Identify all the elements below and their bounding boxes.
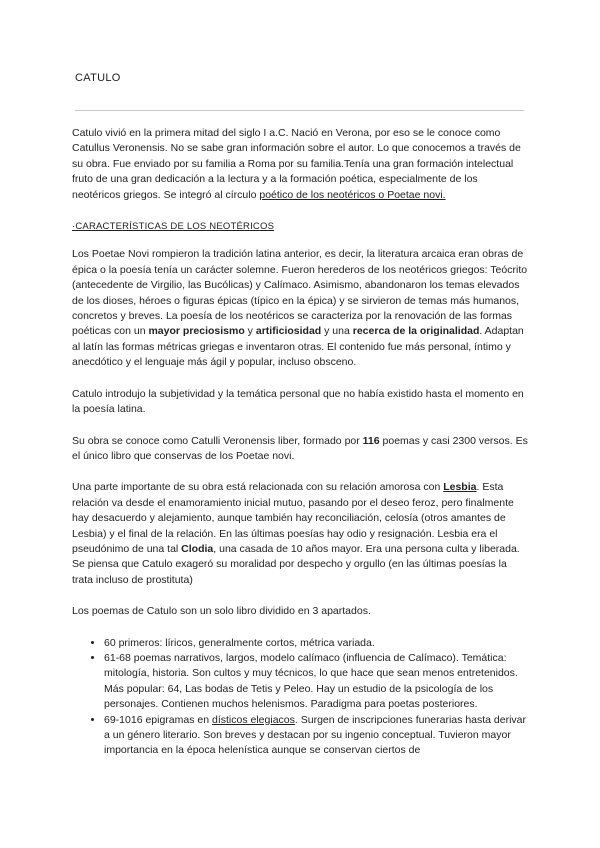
lesbia-paragraph: Una parte importante de su obra está relacionada con su relación amorosa con Lesbia. Esta relación va desde el enamoramiento inicial mutuo, pasando por el deseo feroz, pero finalmente hay desacuerdo y alejamiento, aunque también hay reconciliación, celosía (otros amantes de Lesbia) y el final de la relación. En las últimas poesías hay odio y resignación. Lesbia era el pseudónimo de una tal Clodia, una casada de 10 años mayor. Era una persona culta y liberada. Se piensa que Catulo exageró su moralidad por despecho y orgullo (en las últimas poesías la trata incluso de prostituta) [72, 481, 520, 586]
section-heading: ·CARACTERÍSTICAS DE LOS NEOTÉRICOS [72, 221, 275, 233]
list-item: • 61-68 poemas narrativos, largos, modelo calímaco (influencia de Calímaco). Temática: mitología, historia. Son cultos y muy técnicos, lo que hace que sean menos entretenidos. Más popular: 64, Las bodas de Tetis y Peleo. Hay un estudio de la psicología de los personajes. Contienen muchos helenismos. Paradigma para poetas posteriores. [104, 651, 528, 713]
disticos-link[interactable]: dísticos elegiacos [212, 713, 295, 726]
subjetividad-paragraph: Catulo introdujo la subjetividad y la temática personal que no había existido hasta el momento en la poesía latina. [72, 387, 524, 416]
document-title: CATULO [75, 72, 121, 84]
obra-paragraph: Su obra se conoce como Catulli Veronensis liber, formado por 116 poemas y casi 2300 versos. Es el único libro que conservas de los Poetae novi. [72, 434, 528, 462]
document-body [72, 126, 528, 759]
list-item: • 69-1016 epigramas en dísticos elegiacos. Surgen de inscripciones funerarias hasta derivar a un género literario. Son breves y destacan por su ingenio conceptual. Tuvieron mayor importancia en la época helenística aunque se conservan ciertos de [104, 713, 528, 759]
apartados-list [72, 636, 528, 759]
intro-paragraph: Catulo vivió en la primera mitad del siglo I a.C. Nació en Verona, por eso se le conoce como Catullus Veronensis. No se sabe gran información sobre el autor. Lo que conocemos a través de su obra. Fue enviado por su familia a Roma por su familia.Tenía una gran formación intelectual fruto de una gran dedicación a la lectura y a la formación poética, especialmente de los neotéricos griegos. Se integró al círculo poético de los neotéricos o Poetae novi. [72, 127, 521, 201]
poetae-novi-link[interactable]: poético de los neotéricos o Poetae novi. [259, 188, 446, 201]
apartados-paragraph: Los poemas de Catulo son un solo libro dividido en 3 apartados. [72, 605, 371, 618]
list-item: • 60 primeros: líricos, generalmente cortos, métrica variada. [104, 636, 528, 651]
title-divider [75, 110, 524, 111]
neotericos-paragraph: Los Poetae Novi rompieron la tradición latina anterior, es decir, la literatura arcaica eran obras de épica o la poesía tenía un carácter solemne. Fueron herederos de los neotéricos griegos: Teócrito (antecedente de Virgilio, las Bucólicas) y Calímaco. Asimismo, abandonaron los temas elevados de los dioses, héroes o figuras épicas (típico en la épica) y se sirvieron de temas más humanos, concretos y breves. La poesía de los neotéricos se caracteriza por la renovación de las formas poéticas con un mayor preciosismo y artificiosidad y una recerca de la originalidad. Adaptan al latín las formas métricas griegas e inventaron otras. El contenido fue más personal, íntimo y anecdótico y el lenguaje más ágil y popular, incluso obsceno. [72, 248, 528, 369]
